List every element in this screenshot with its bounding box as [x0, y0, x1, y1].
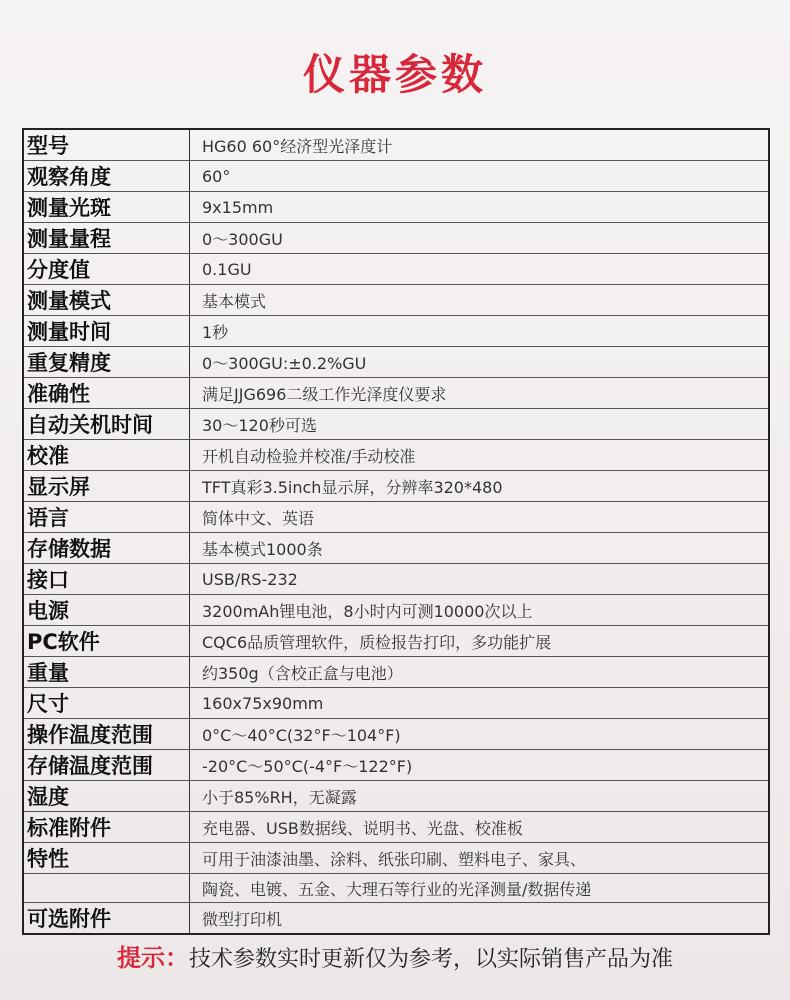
table-row	[23, 781, 769, 812]
spec-value: 约350g（含校正盒与电池）	[190, 657, 770, 688]
spec-value: USB/RS-232	[190, 564, 770, 595]
spec-value: CQC6品质管理软件，质检报告打印，多功能扩展	[190, 626, 770, 657]
spec-value: 基本模式1000条	[190, 533, 770, 564]
spec-label: 湿度	[23, 781, 190, 812]
table-row	[23, 347, 769, 378]
table-row	[23, 595, 769, 626]
table-row	[23, 129, 769, 161]
spec-value: 陶瓷、电镀、五金、大理石等行业的光泽测量/数据传递	[190, 874, 770, 903]
spec-label: 测量时间	[23, 316, 190, 347]
table-row	[23, 903, 769, 935]
spec-value: HG60 60°经济型光泽度计	[190, 129, 770, 161]
footer-note	[0, 938, 790, 973]
spec-label: 观察角度	[23, 161, 190, 192]
table-row	[23, 688, 769, 719]
spec-label: 校准	[23, 440, 190, 471]
spec-label: 重量	[23, 657, 190, 688]
spec-value: 0～300GU:±0.2%GU	[190, 347, 770, 378]
table-row	[23, 533, 769, 564]
spec-value: 160x75x90mm	[190, 688, 770, 719]
spec-label: 特性	[23, 843, 190, 874]
spec-value: 可用于油漆油墨、涂料、纸张印刷、塑料电子、家具、	[190, 843, 770, 874]
spec-value: 微型打印机	[190, 903, 770, 935]
table-row	[23, 502, 769, 533]
spec-value: 充电器、USB数据线、说明书、光盘、校准板	[190, 812, 770, 843]
spec-value: 0°C～40°C(32°F～104°F)	[190, 719, 770, 750]
table-row	[23, 161, 769, 192]
spec-label: 存储温度范围	[23, 750, 190, 781]
table-row	[23, 750, 769, 781]
spec-table-body	[23, 129, 769, 934]
spec-value: 1秒	[190, 316, 770, 347]
spec-label: 尺寸	[23, 688, 190, 719]
spec-value: 开机自动检验并校准/手动校准	[190, 440, 770, 471]
note-prefix: 提示：	[116, 944, 189, 972]
table-row	[23, 843, 769, 874]
spec-label: 语言	[23, 502, 190, 533]
spec-table	[22, 128, 770, 935]
spec-value: 30～120秒可选	[190, 409, 770, 440]
note-text: 技术参数实时更新仅为参考，以实际销售产品为准	[188, 947, 673, 972]
spec-value: 3200mAh锂电池，8小时内可测10000次以上	[190, 595, 770, 626]
spec-label: 操作温度范围	[23, 719, 190, 750]
table-row	[23, 657, 769, 688]
spec-label: 标准附件	[23, 812, 190, 843]
table-row	[23, 719, 769, 750]
table-row	[23, 316, 769, 347]
spec-label: 重复精度	[23, 347, 190, 378]
spec-label: 测量光斑	[23, 192, 190, 223]
spec-value: 0.1GU	[190, 254, 770, 285]
spec-label: 测量量程	[23, 223, 190, 254]
table-row	[23, 223, 769, 254]
table-row	[23, 812, 769, 843]
spec-label	[23, 874, 190, 903]
spec-label: 存储数据	[23, 533, 190, 564]
table-row	[23, 471, 769, 502]
spec-label: 显示屏	[23, 471, 190, 502]
table-row	[23, 626, 769, 657]
spec-value: 0～300GU	[190, 223, 770, 254]
spec-label: 可选附件	[23, 903, 190, 935]
spec-value: 简体中文、英语	[190, 502, 770, 533]
table-row	[23, 285, 769, 316]
spec-value: 基本模式	[190, 285, 770, 316]
spec-label: PC软件	[23, 626, 190, 657]
table-row	[23, 192, 769, 223]
table-row	[23, 440, 769, 471]
spec-value: 60°	[190, 161, 770, 192]
spec-label: 接口	[23, 564, 190, 595]
spec-value: 小于85%RH，无凝露	[190, 781, 770, 812]
spec-label: 自动关机时间	[23, 409, 190, 440]
spec-value: TFT真彩3.5inch显示屏，分辨率320*480	[190, 471, 770, 502]
table-row	[23, 874, 769, 903]
spec-value: 9x15mm	[190, 192, 770, 223]
spec-label: 分度值	[23, 254, 190, 285]
spec-label: 准确性	[23, 378, 190, 409]
page-title: 仪器参数	[302, 50, 487, 99]
table-row	[23, 564, 769, 595]
spec-label: 型号	[23, 129, 190, 161]
spec-value: -20°C～50°C(-4°F～122°F)	[190, 750, 770, 781]
table-row	[23, 409, 769, 440]
spec-value: 满足JJG696二级工作光泽度仪要求	[190, 378, 770, 409]
table-row	[23, 378, 769, 409]
table-row	[23, 254, 769, 285]
spec-label: 测量模式	[23, 285, 190, 316]
spec-label: 电源	[23, 595, 190, 626]
